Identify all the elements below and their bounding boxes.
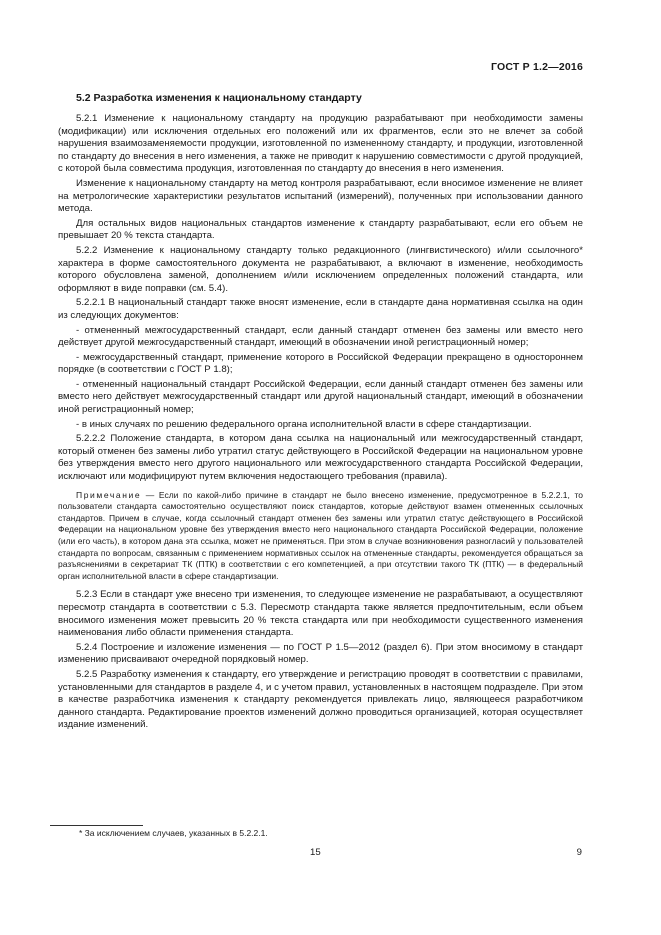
note-text: — Если по какой-либо причине в стандарт не было внесено изменение, предусмотренное в 5.2.2.1, то пользователи стандарта самостоятельно осуществляют поиск стандартов, которые действуют взамен отмененных ссылочных стандартов. Причем в случае, когда ссылочный стандарт отменен без замены или утратил статус действующего в Российской Федерации на национальном уровне без утверждения вместо него национального стандарта Российской Федерации, положение (или его часть), в котором дана эта ссылка, может не применяться. При этом в случае возникновения разногласий у пользователей стандарта по вопросам, связанным с применением нормативных ссылок на отмененные стандарты, рекомендуется обращаться за разъяснениями в секретариат ТК (ПТК) в соответствии с его компетенцией, а при отсутствии такого ТК (ПТК) — в федеральный орган исполнительной власти в сфере стандартизации. — [58, 489, 583, 581]
paragraph-other-standards: Для остальных видов национальных стандартов изменение к стандарту разрабатывают, если его объем не превышает 20 % текста стандарта. — [58, 217, 583, 242]
page-number-right: 9 — [576, 847, 582, 858]
note — [58, 490, 583, 583]
paragraph-5-2-4: 5.2.4 Построение и изложение изменения — по ГОСТ Р 1.5—2012 (раздел 6). При этом вносимому в стандарт изменению присваивают очередной порядковый номер. — [58, 641, 583, 666]
paragraph-5-2-2-1: 5.2.2.1 В национальный стандарт также вносят изменение, если в стандарте дана нормативная ссылка на один из следующих документов: — [58, 297, 583, 321]
note-label: Примечание — [76, 489, 142, 500]
list-item-interstate-terminated: - межгосударственный стандарт, применение которого в Российской Федерации прекращено в одностороннем порядке (в соответствии с ГОСТ Р 1.8); — [58, 351, 583, 376]
list-item-cancelled-national: - отмененный национальный стандарт Российской Федерации, если данный стандарт отменен без замены или вместо него действует межгосударственный стандарт или другой национальный стандарт, имеющий в обозначении иной регистрационный номер; — [58, 378, 583, 416]
paragraph-5-2-1: 5.2.1 Изменение к национальному стандарту на продукцию разрабатывают при необходимости замены (модификации) или исключения отдельных его положений или их фрагментов, если это не влечет за собой нарушения взаимозаменяемости продукции, изготовленной по измененному стандарту, и продукции, изготовленной по стандарту до внесения в него изменения, а также не приводит к нарушению совместимости с другой продукцией, с которой была совместима продукция, изготовленная по стандарту до внесения в него изменения. — [58, 113, 583, 175]
footnote-divider — [50, 825, 143, 826]
list-item-other-cases: - в иных случаях по решению федерального органа исполнительной власти в сфере стандартизации. — [76, 418, 532, 430]
paragraph-5-2-2: 5.2.2 Изменение к национальному стандарту только редакционного (лингвистического) и/или ссылочного* характера в форме самостоятельного документа не разрабатывают, а включают в изменение, необходимость которого обусловлена заменой, дополнением и/или исключением определенных положений стандарта, или оформляют в виде поправки (см. 5.4). — [58, 244, 583, 294]
footnote: * За исключением случаев, указанных в 5.2.2.1. — [79, 828, 268, 838]
paragraph-5-2-3: 5.2.3 Если в стандарт уже внесено три изменения, то следующее изменение не разрабатывают, а осуществляют пересмотр стандарта в соответствии с 5.3. Пересмотр стандарта также является предпочтительным, если объем вносимого изменения может превысить 20 % текста стандарта или при необходимости существенного изменения наименования либо области применения стандарта. — [58, 589, 583, 639]
list-item-cancelled-interstate: - отмененный межгосударственный стандарт, если данный стандарт отменен без замены или вместо него действует другой межгосударственный стандарт, имеющий в обозначении иной регистрационный номер; — [58, 324, 583, 349]
paragraph-5-2-2-2: 5.2.2.2 Положение стандарта, в котором дана ссылка на национальный или межгосударственный стандарт, который отменен без замены либо утратил статус действующего в Российской Федерации на национальном уровне без утверждения вместо него другого национального или межгосударственного стандарта Российской Федерации, исключают или модифицируют путем включения недостающего требования (правила). — [58, 433, 583, 483]
document-header: ГОСТ Р 1.2—2016 — [490, 61, 583, 73]
document-body — [58, 92, 583, 734]
section-title: 5.2 Разработка изменения к национальному стандарту — [76, 92, 362, 104]
page-number-center: 15 — [310, 847, 321, 858]
paragraph-5-2-5: 5.2.5 Разработку изменения к стандарту, его утверждение и регистрацию проводят в соответствии с правилами, установленными для стандартов в разделе 4, и с учетом правил, установленных в настоящем подразделе. При этом в качестве разработчика изменения к стандарту рекомендуется привлекать лицо, являющееся разработчиком данного стандарта. Редактирование проектов изменений должно проводиться организацией, которая осуществляет издание изменений. — [58, 668, 583, 731]
paragraph-method-control: Изменение к национальному стандарту на метод контроля разрабатывают, если вносимое изменение не влияет на метрологические характеристики результатов испытаний (измерений), полученных при использовании данного метода. — [58, 177, 583, 215]
